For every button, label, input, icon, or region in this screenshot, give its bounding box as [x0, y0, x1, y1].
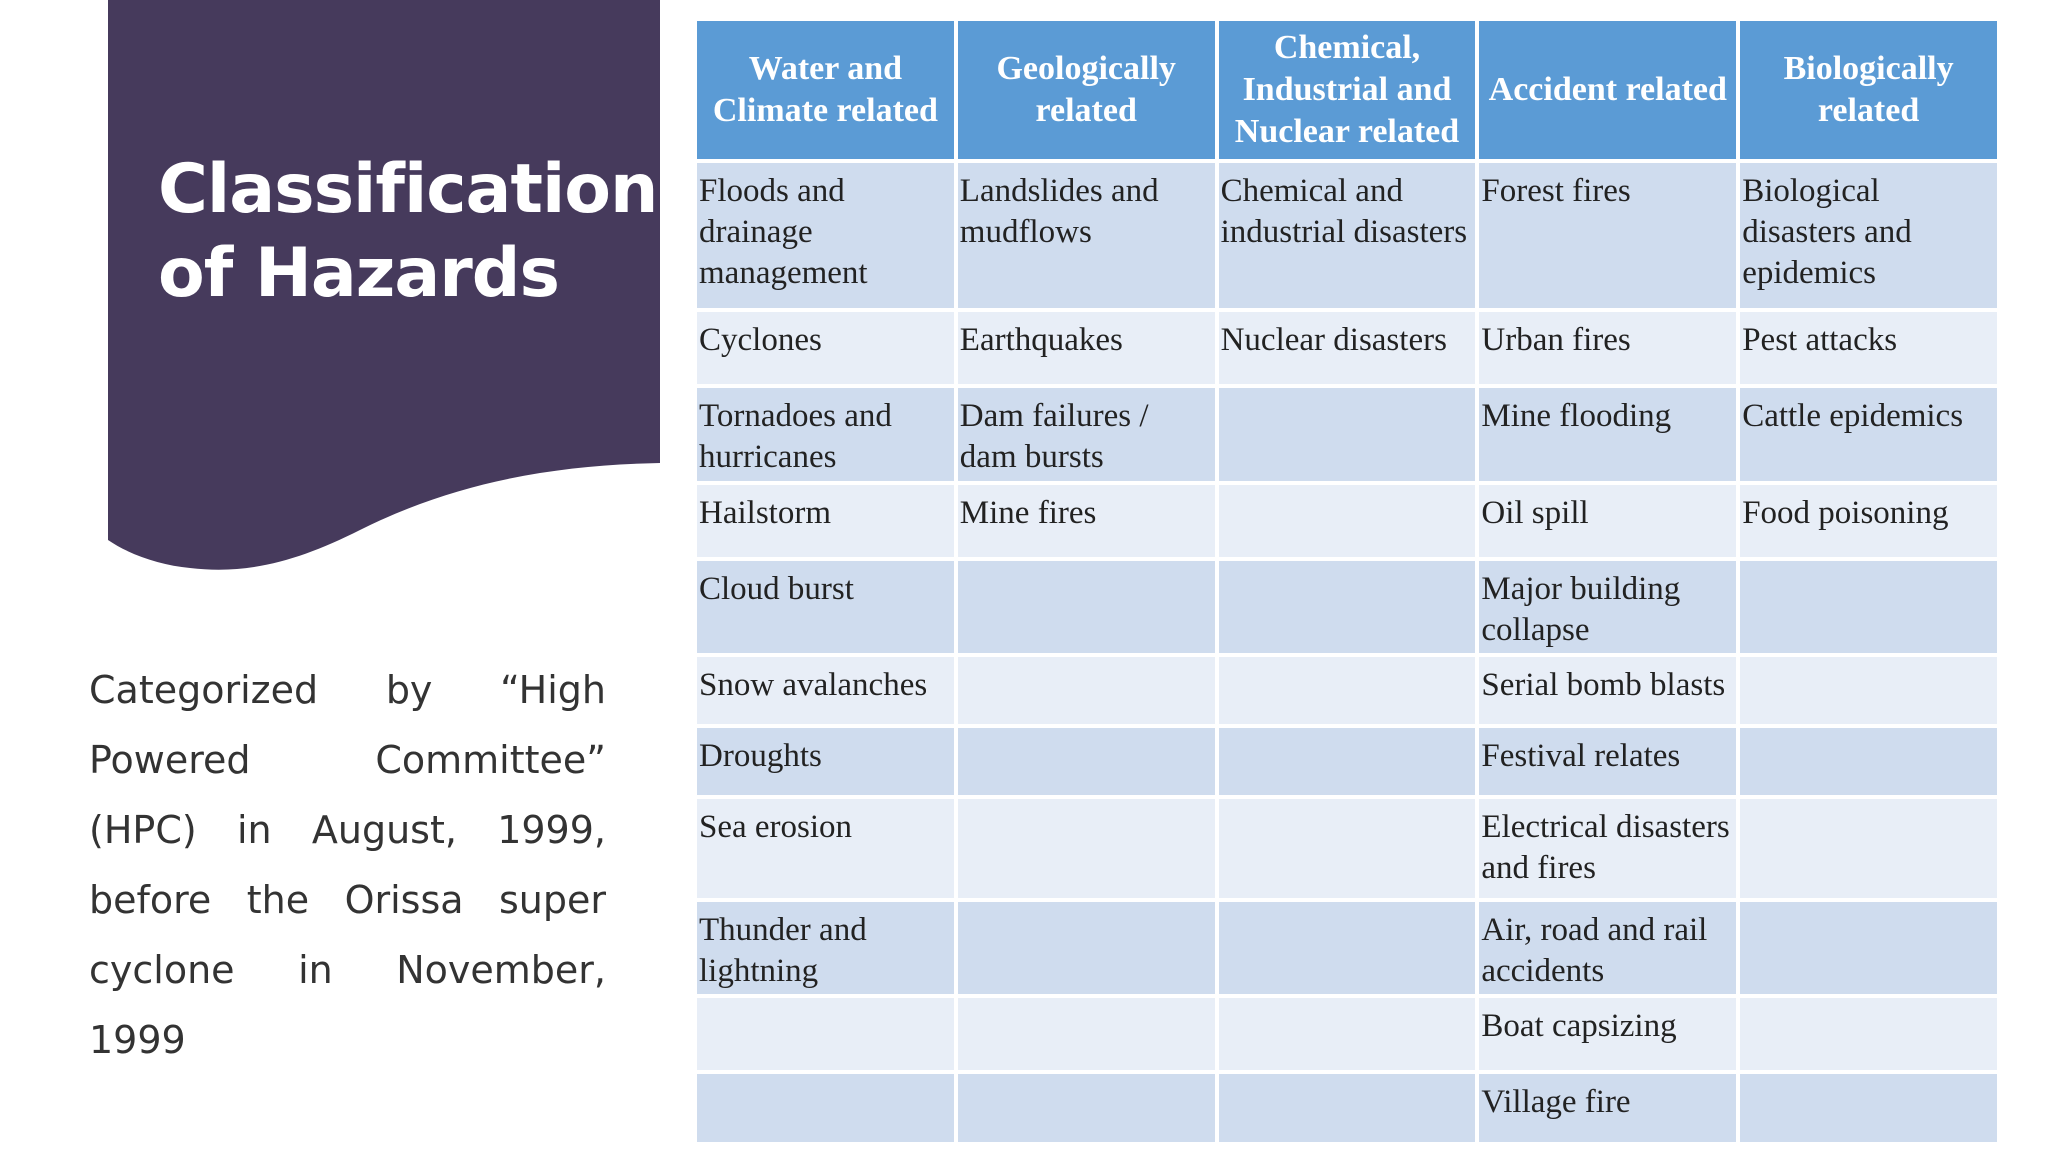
table-cell: Floods and drainage management	[697, 163, 954, 308]
table-cell: Festival relates	[1479, 728, 1736, 795]
table-cell: Village fire	[1479, 1074, 1736, 1142]
table-cell	[1740, 799, 1997, 898]
table-cell: Serial bomb blasts	[1479, 657, 1736, 724]
table-cell	[1219, 799, 1476, 898]
table-cell: Hailstorm	[697, 485, 954, 557]
column-header: Accident related	[1479, 21, 1736, 159]
table-row	[697, 657, 1997, 724]
table-cell	[1219, 728, 1476, 795]
table-cell: Biological disasters and epidemics	[1740, 163, 1997, 308]
table-cell: Snow avalanches	[697, 657, 954, 724]
table-cell	[1740, 902, 1997, 994]
table-cell: Sea erosion	[697, 799, 954, 898]
hazard-classification-table	[693, 17, 2001, 1146]
table-cell	[1740, 728, 1997, 795]
table-cell	[958, 1074, 1215, 1142]
title-line-1: Classification	[158, 150, 658, 229]
table-cell: Food poisoning	[1740, 485, 1997, 557]
table-cell	[697, 998, 954, 1070]
table-row	[697, 312, 1997, 384]
table-cell	[1219, 998, 1476, 1070]
table-cell: Tornadoes and hurricanes	[697, 388, 954, 481]
description-text: Categorized by “High Powered Committee” (HPC) in August, 1999, before the Orissa super cyclone in November, 1999	[89, 668, 606, 1062]
table-cell: Landslides and mudflows	[958, 163, 1215, 308]
table-cell	[958, 561, 1215, 653]
table-cell: Mine flooding	[1479, 388, 1736, 481]
column-header: Water and Climate related	[697, 21, 954, 159]
table-cell: Cattle epidemics	[1740, 388, 1997, 481]
table-cell: Urban fires	[1479, 312, 1736, 384]
table-cell	[958, 657, 1215, 724]
table-cell: Cyclones	[697, 312, 954, 384]
table-row	[697, 388, 1997, 481]
table-cell: Major building collapse	[1479, 561, 1736, 653]
table-cell	[958, 998, 1215, 1070]
table-cell: Nuclear disasters	[1219, 312, 1476, 384]
table-cell	[1740, 561, 1997, 653]
table-cell: Thunder and lightning	[697, 902, 954, 994]
table-row	[697, 799, 1997, 898]
table-cell: Earthquakes	[958, 312, 1215, 384]
table-cell	[1219, 1074, 1476, 1142]
title-line-2: of Hazards	[158, 234, 559, 313]
table-row	[697, 1074, 1997, 1142]
table-cell	[1740, 998, 1997, 1070]
table-cell: Pest attacks	[1740, 312, 1997, 384]
table-row	[697, 902, 1997, 994]
column-header: Chemical, Industrial and Nuclear related	[1219, 21, 1476, 159]
table-cell: Chemical and industrial disasters	[1219, 163, 1476, 308]
table-cell: Boat capsizing	[1479, 998, 1736, 1070]
table-cell: Mine fires	[958, 485, 1215, 557]
table-row	[697, 163, 1997, 308]
table-cell	[1740, 657, 1997, 724]
table-cell: Oil spill	[1479, 485, 1736, 557]
hazard-table-container	[697, 21, 1997, 1146]
page-title	[158, 148, 658, 316]
table-cell	[958, 902, 1215, 994]
table-cell: Air, road and rail accidents	[1479, 902, 1736, 994]
table-header-row	[697, 21, 1997, 159]
table-cell	[1219, 485, 1476, 557]
table-row	[697, 485, 1997, 557]
table-cell	[958, 728, 1215, 795]
table-cell: Droughts	[697, 728, 954, 795]
table-row	[697, 998, 1997, 1070]
column-header: Biologically related	[1740, 21, 1997, 159]
table-cell: Cloud burst	[697, 561, 954, 653]
table-row	[697, 561, 1997, 653]
table-cell	[1219, 561, 1476, 653]
table-cell	[1219, 902, 1476, 994]
table-cell	[1219, 657, 1476, 724]
table-row	[697, 728, 1997, 795]
table-cell: Forest fires	[1479, 163, 1736, 308]
table-cell	[958, 799, 1215, 898]
table-cell	[1740, 1074, 1997, 1142]
table-cell	[1219, 388, 1476, 481]
table-cell: Dam failures / dam bursts	[958, 388, 1215, 481]
table-cell: Electrical disasters and fires	[1479, 799, 1736, 898]
table-cell	[697, 1074, 954, 1142]
column-header: Geologically related	[958, 21, 1215, 159]
